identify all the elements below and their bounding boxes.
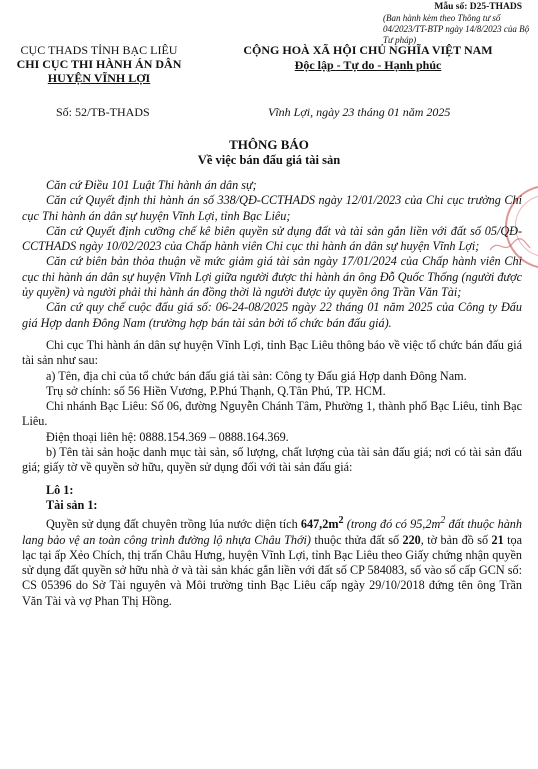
asset-desc-p4: thuộc thửa đất số [310, 532, 403, 547]
asset-desc-p5: , tờ bản đồ số [420, 532, 492, 547]
section-b: b) Tên tài sản hoặc danh mục tài sản, số lượng, chất lượng của tài sản đấu giá; nơi có tài sản đấu giá; giấy tờ về quyền sở hữu, quyền sử dụng đối với tài sản đấu giá: [22, 445, 522, 475]
asset-desc-p1: Quyền sử dụng đất chuyên trồng lúa nước diện tích [46, 517, 301, 532]
asset-desc-p2: (trong đó có 95,2m [343, 517, 441, 532]
form-code: Mẫu số: D25-THADS [434, 2, 522, 12]
intro-paragraph: Chi cục Thi hành án dân sự huyện Vĩnh Lợi, tỉnh Bạc Liêu thông báo về việc tổ chức bán đấu giá tài sản như sau: [22, 337, 522, 368]
agency-header [4, 43, 194, 85]
branch-office: Chi nhánh Bạc Liêu: Số 06, đường Nguyễn Chánh Tâm, Phường 1, thành phố Bạc Liêu, tỉnh Bạc Liêu. [22, 399, 522, 429]
asset-area: 647,2m [300, 517, 339, 532]
place-date: Vĩnh Lợi, ngày 23 tháng 01 năm 2025 [268, 105, 451, 119]
agency-line2: CHI CỤC THI HÀNH ÁN DÂN [16, 57, 182, 71]
document-body [22, 178, 522, 609]
basis-1: Căn cứ Điều 101 Luật Thi hành án dân sự; [46, 178, 257, 192]
lot-heading: Lô 1: [46, 482, 74, 497]
nation-motto: Độc lập - Tự do - Hạnh phúc [294, 58, 442, 72]
asset-desc-p6: tọa lạc tại ấp Xẻo Chích, thị trấn Châu Hưng, huyện Vĩnh Lợi, tỉnh Bạc Liêu theo Giấy chứng nhận quyền sử dụng đất quyền sở hữu nhà ở và tài sản khác gắn liền với đất số CP 584083, số vào sổ cấp GCN số: CS 05396 do Sở Tài nguyên và Môi trường tỉnh Bạc Liêu cấp ngày 29/10/2018 đứng tên ông Trần Văn Tài và vợ Phan Thị Hồng. [22, 532, 523, 608]
form-issued-by: (Ban hành kèm theo Thông tư số 04/2023/TT-BTP ngày 14/8/2023 của Bộ Tư pháp) [383, 13, 530, 45]
document-subtitle: Về việc bán đấu giá tài sản [197, 153, 341, 167]
basis-2: Căn cứ Quyết định thi hành án số 338/QĐ-CCTHADS ngày 12/01/2023 của Chi cục trưởng Chi cục Thi hành án dân sự huyện Vĩnh Lợi, tỉnh Bạc Liêu; [22, 193, 522, 223]
asset-desc-sup2: 2 [440, 515, 446, 527]
asset-heading: Tài sản 1: [46, 497, 98, 512]
section-a: a) Tên, địa chỉ của tổ chức bán đấu giá tài sản: Công ty Đấu giá Hợp danh Đông Nam. [46, 368, 467, 383]
basis-3: Căn cứ Quyết định cưỡng chế kê biên quyền sử dụng đất và tài sản gắn liền với đất số 05/QĐ-CCTHADS ngày 10/02/2023 của Chấp hành viên Chi cục thi hành án dân sự huyện Vĩnh Lợi; [22, 223, 522, 254]
asset-area-sup: 2 [338, 515, 344, 527]
basis-4: Căn cứ biên bản thỏa thuận về mức giảm giá tài sản ngày 17/01/2024 của Chấp hành viên Chi cục thi hành án dân sự huyện Vĩnh Lợi giữa người được thi hành án ông Đỗ Quốc Thống (người được ủy quyền) và người phải thi hành án đồng thời là người được ủy quyền ông Trần Văn Tài; [22, 254, 522, 300]
basis-5: Căn cứ quy chế cuộc đấu giá số: 06-24-08/2025 ngày 22 tháng 01 năm 2025 của Công ty Đấu giá Hợp danh Đông Nam (trường hợp bán tài sản bởi tổ chức bán đấu giá). [22, 300, 522, 330]
asset-description [22, 513, 522, 609]
phone-contact: Điện thoại liên hệ: 0888.154.369 – 0888.164.369. [46, 429, 289, 444]
asset-map: 21 [491, 532, 504, 547]
nation-name: CỘNG HOÀ XÃ HỘI CHỦ NGHĨA VIỆT NAM [243, 43, 493, 57]
document-number: Số: 52/TB-THADS [56, 105, 150, 119]
nation-header [200, 43, 536, 73]
document-title: THÔNG BÁO [229, 137, 309, 152]
agency-line3: HUYỆN VĨNH LỢI [47, 71, 151, 85]
agency-line1: CỤC THADS TỈNH BẠC LIÊU [20, 43, 178, 57]
head-office: Trụ sở chính: số 56 Hiền Vương, P.Phú Thạnh, Q.Tân Phú, TP. HCM. [46, 383, 386, 398]
asset-desc-p3: đất thuộc hành lang bảo vệ an toàn công trình đường lộ nhựa Châu Thới) [22, 517, 522, 547]
asset-parcel: 220 [402, 532, 421, 547]
